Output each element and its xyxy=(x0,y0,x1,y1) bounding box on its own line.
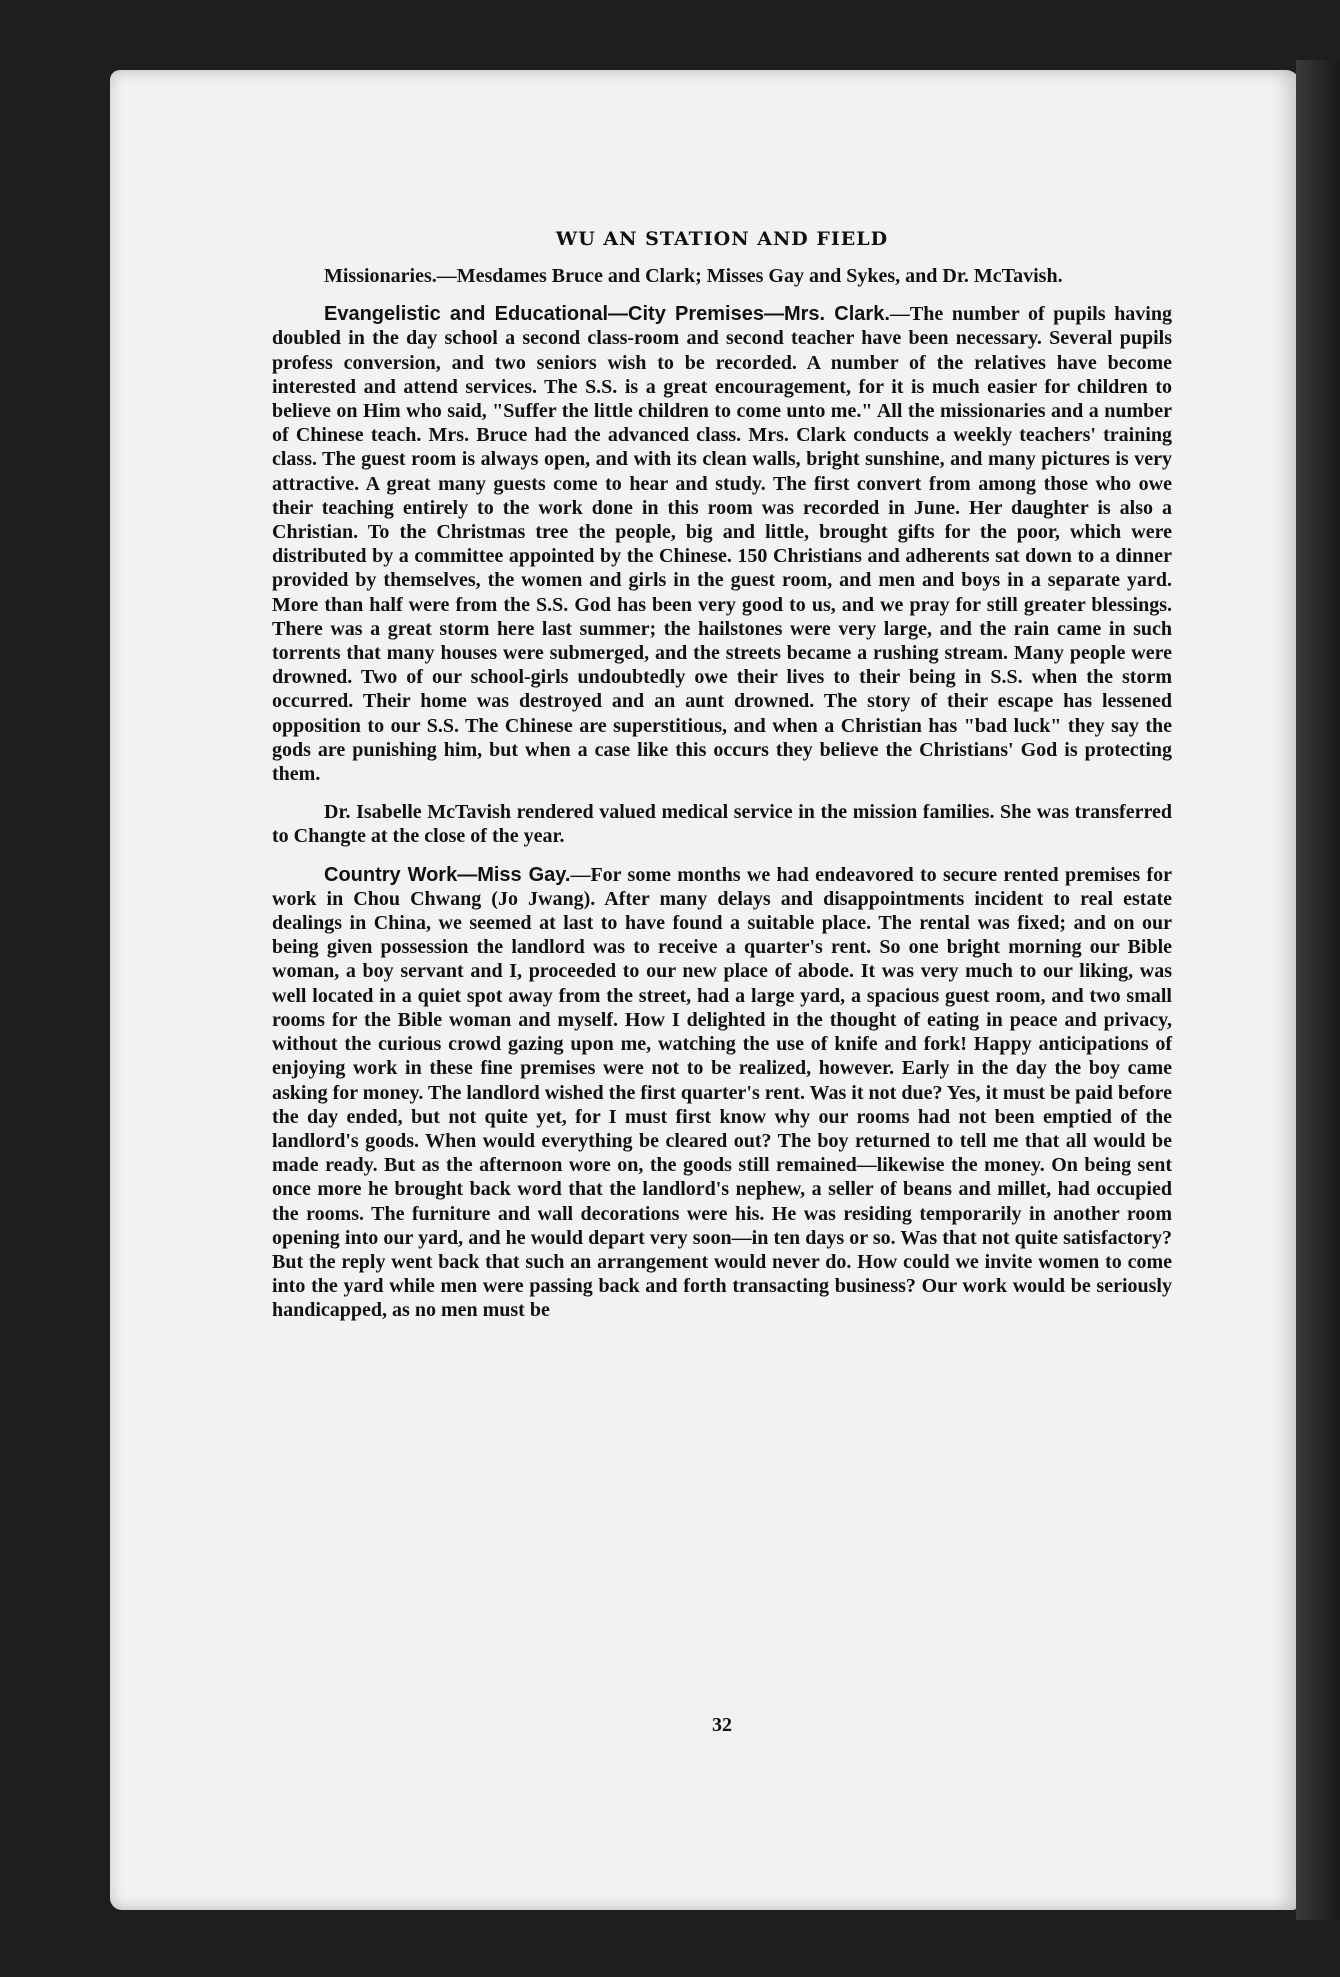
page-title: WU AN STATION AND FIELD xyxy=(555,228,889,250)
paragraph-text: —For some months we had endeavored to secure rented premises for work in Chou Chwang (Jo Jwang). After many delays and disappointments incident to real estate dealings in China, we seemed at last to have found a suitable place. The rental was fixed; and on our being given possession the landlord was to receive a quarter's rent. So one bright morning our Bible woman, a boy servant and I, proceeded to our new place of abode. It was very much to our liking, was well located in a quiet spot away from the street, had a large yard, a spacious guest room, and two small rooms for the Bible woman and myself. How I delighted in the thought of eating in peace and privacy, without the curious crowd gazing upon me, watching the use of knife and fork! Happy anticipations of enjoying work in these fine premises were not to be realized, however. Early in the day the boy came asking for money. The landlord wished the first quarter's rent. Was it not due? Yes, it must be paid before the day ended, but not quite yet, for I must first know why our rooms had not been emptied of the landlord's goods. When would everything be cleared out? The boy returned to tell me that all would be made ready. But as the afternoon wore on, the goods still remained—likewise the money. On being sent once more he brought back word that the landlord's nephew, a seller of beans and millet, had occupied the rooms. The furniture and wall decorations were his. He was residing temporarily in another room opening into our yard, and he would depart very soon—in ten days or so. Was that not quite satisfactory? But the reply went back that such an arrangement would never do. How could we invite women to come into the yard while men were passing back and forth transacting business? Our work would be seriously handicapped, as no men must be xyxy=(272,863,1173,1322)
page-content xyxy=(272,228,1173,1736)
paragraph-country-work xyxy=(272,863,1172,1323)
paragraph-evangelistic xyxy=(272,302,1172,786)
paragraph-text: —The number of pupils having doubled in the day school a second class-room and second teacher have been necessary. Several pupils profess conversion, and two seniors wish to be recorded. A number of the relatives have become interested and attend services. The S.S. is a great encouragement, for it is much easier for children to believe on Him who said, "Suffer the little children to come unto me." All the missionaries and a number of Chinese teach. Mrs. Bruce had the advanced class. Mrs. Clark conducts a weekly teachers' training class. The guest room is always open, and with its clean walls, bright sunshine, and many pictures is very attractive. A great many guests come to hear and study. The first convert from among those who owe their teaching entirely to the work done in this room was recorded in June. Her daughter is also a Christian. To the Christmas tree the people, big and little, brought gifts for the poor, which were distributed by a committee appointed by the Chinese. 150 Christians and adherents sat down to a dinner provided by themselves, the women and girls in the guest room, and men and boys in a separate yard. More than half were from the S.S. God has been very good to us, and we pray for still greater blessings. There was a great storm here last summer; the hailstones were very large, and the rain came in such torrents that many houses were submerged, and the streets became a rushing stream. Many people were drowned. Two of our school-girls undoubtedly owe their lives to their being in S.S. when the storm occurred. Their home was destroyed and an aunt drowned. The story of their escape has lessened opposition to our S.S. The Chinese are superstitious, and when a Christian has "bad luck" they say the gods are punishing him, but when a case like this occurs they believe the Christians' God is protecting them. xyxy=(272,303,1172,786)
paragraph-text: Dr. Isabelle McTavish rendered valued medical service in the mission families. She was transferred to Changte at the close of the year. xyxy=(272,801,1172,848)
section-heading: Country Work—Miss Gay. xyxy=(324,863,571,886)
page-number: 32 xyxy=(712,1714,732,1736)
paragraph-mctavish xyxy=(272,800,1172,848)
paragraph-text: Missionaries.—Mesdames Bruce and Clark; Misses Gay and Sykes, and Dr. McTavish. xyxy=(324,265,1063,287)
paragraph-missionaries xyxy=(272,264,1172,288)
page-edge-shadow xyxy=(1296,60,1340,1920)
section-heading: Evangelistic and Educational—City Premises—Mrs. Clark. xyxy=(324,303,890,326)
